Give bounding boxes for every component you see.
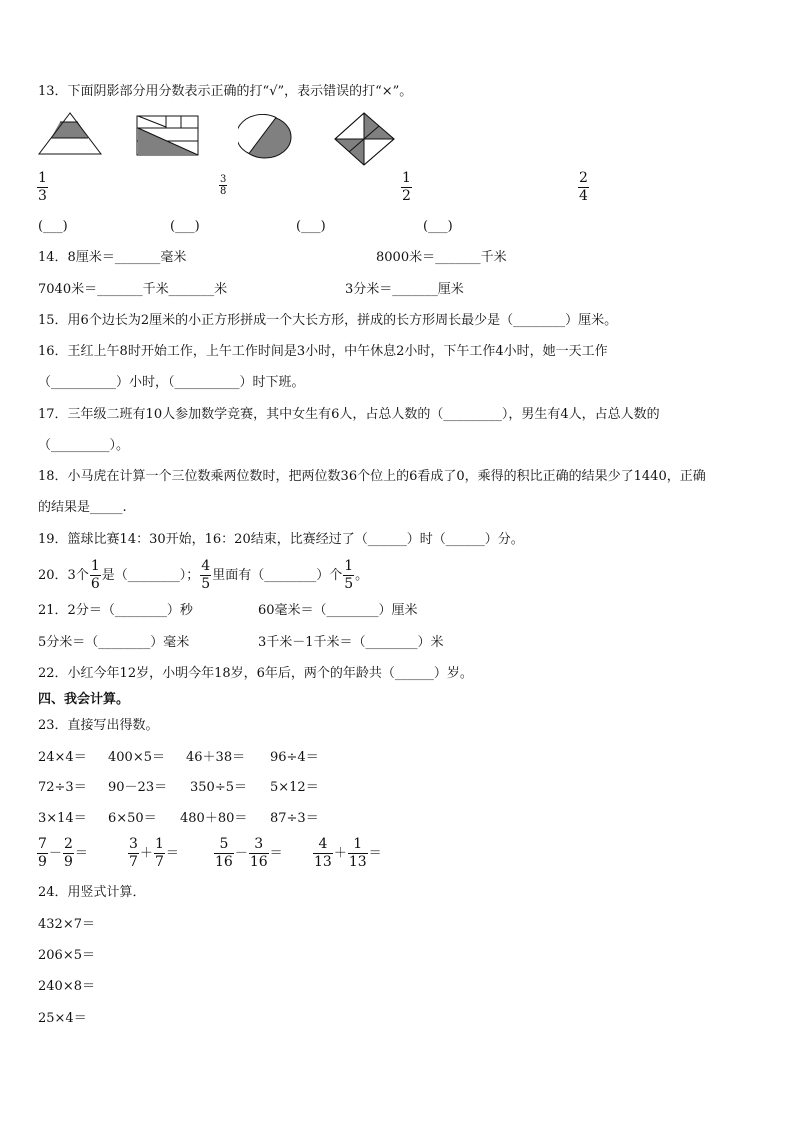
question-16-line1: 16．王红上午8时开始工作，上午工作时间是3小时，中午休息2小时，下午工作4小时，她一天工作 — [38, 344, 608, 359]
q21-line1a[interactable]: 21．2分＝（________）秒 — [38, 603, 193, 618]
q23-item: 400×5＝ — [108, 750, 165, 765]
q13-answer-blank-1[interactable]: (___) — [38, 219, 68, 234]
q24-item: 240×8＝ — [38, 979, 95, 994]
q23-fraction-item-4: $\frac{4}{13}$ ＋ $\frac{1}{13}$ ＝ — [314, 836, 382, 870]
q13-answer-blank-2[interactable]: (___) — [170, 219, 200, 234]
q14-line2b[interactable]: 3分米＝_______厘米 — [345, 282, 464, 297]
question-15-text: 15．用6个边长为2厘米的小正方形拼成一个大长方形，拼成的长方形周长最少是（________）厘米。 — [38, 313, 618, 328]
q13-answer-blank-4[interactable]: (___) — [423, 219, 453, 234]
circle-figure — [238, 114, 294, 160]
q14-line2a[interactable]: 7040米＝_______千米_______米 — [38, 282, 228, 297]
question-17-line2[interactable]: （_________）。 — [38, 438, 130, 453]
q23-fraction-item-2: $\frac{3}{7}$ ＋ $\frac{1}{7}$ ＝ — [129, 836, 179, 870]
q13-answer-blank-3[interactable]: (___) — [296, 219, 326, 234]
q23-item: 480＋80＝ — [180, 811, 248, 826]
q23-item: 6×50＝ — [108, 811, 157, 826]
question-18-line2[interactable]: 的结果是_____. — [38, 500, 127, 515]
q23-item: 72÷3＝ — [38, 780, 87, 795]
q23-fraction-item-1: $\frac{7}{9}$ － $\frac{2}{9}$ ＝ — [38, 836, 88, 870]
triangle-figure — [38, 112, 104, 156]
question-16-line2[interactable]: （__________）小时，（__________）时下班。 — [38, 375, 305, 390]
section-4-heading: 四、我会计算。 — [38, 692, 130, 707]
q23-item: 24×4＝ — [38, 750, 87, 765]
q14-line1a[interactable]: 14．8厘米＝_______毫米 — [38, 250, 187, 265]
q23-item: 96÷4＝ — [270, 750, 319, 765]
q23-fraction-item-3: $\frac{5}{16}$ － $\frac{3}{16}$ ＝ — [215, 836, 283, 870]
q24-item: 25×4＝ — [38, 1011, 87, 1026]
question-23-title: 23．直接写出得数。 — [38, 718, 159, 733]
q24-item: 432×7＝ — [38, 917, 95, 932]
question-24-title: 24．用竖式计算． — [38, 885, 146, 900]
question-18-line1: 18．小马虎在计算一个三位数乘两位数时，把两位数36个位上的6看成了0，乘得的积比正确的结果少了1440，正确 — [38, 469, 706, 484]
q13-fraction-1: $\frac{1}{3}$ — [38, 170, 47, 204]
q23-item: 350÷5＝ — [190, 780, 247, 795]
q24-item: 206×5＝ — [38, 948, 95, 963]
question-13-text: 13．下面阴影部分用分数表示正确的打“√”，表示错误的打“×”。 — [38, 84, 413, 99]
diamond-figure — [334, 112, 396, 166]
question-22-text: 22．小红今年12岁，小明今年18岁，6年后，两个的年龄共（______）岁。 — [38, 666, 473, 681]
q23-item: 90－23＝ — [108, 780, 168, 795]
rectangle-figure — [136, 115, 200, 157]
question-20-text: 20．3个 $\frac{1}{6}$ 是（________）； $\frac{4}{5}$ 里面有（________）个 $\frac{1}{5}$ 。 — [38, 558, 369, 592]
q13-fraction-3: $\frac{1}{2}$ — [402, 170, 411, 204]
question-19-text: 19．篮球比赛14：30开始，16：20结束，比赛经过了（______）时（______）分。 — [38, 532, 524, 547]
q13-fraction-2: $\frac{3}{8}$ — [220, 174, 227, 197]
q14-line1b[interactable]: 8000米＝_______千米 — [376, 250, 507, 265]
q21-line2b[interactable]: 3千米－1千米＝（________）米 — [258, 635, 444, 650]
q23-item: 3×14＝ — [38, 811, 87, 826]
q23-item: 5×12＝ — [270, 780, 319, 795]
q23-item: 46＋38＝ — [186, 750, 246, 765]
q23-item: 87÷3＝ — [270, 811, 319, 826]
q13-fraction-4: $\frac{2}{4}$ — [579, 170, 588, 204]
question-17-line1: 17．三年级二班有10人参加数学竞赛，其中女生有6人，占总人数的（_________），男生有4人，占总人数的 — [38, 407, 660, 422]
q21-line2a[interactable]: 5分米＝（________）毫米 — [38, 635, 190, 650]
q21-line1b[interactable]: 60毫米＝（________）厘米 — [258, 603, 418, 618]
